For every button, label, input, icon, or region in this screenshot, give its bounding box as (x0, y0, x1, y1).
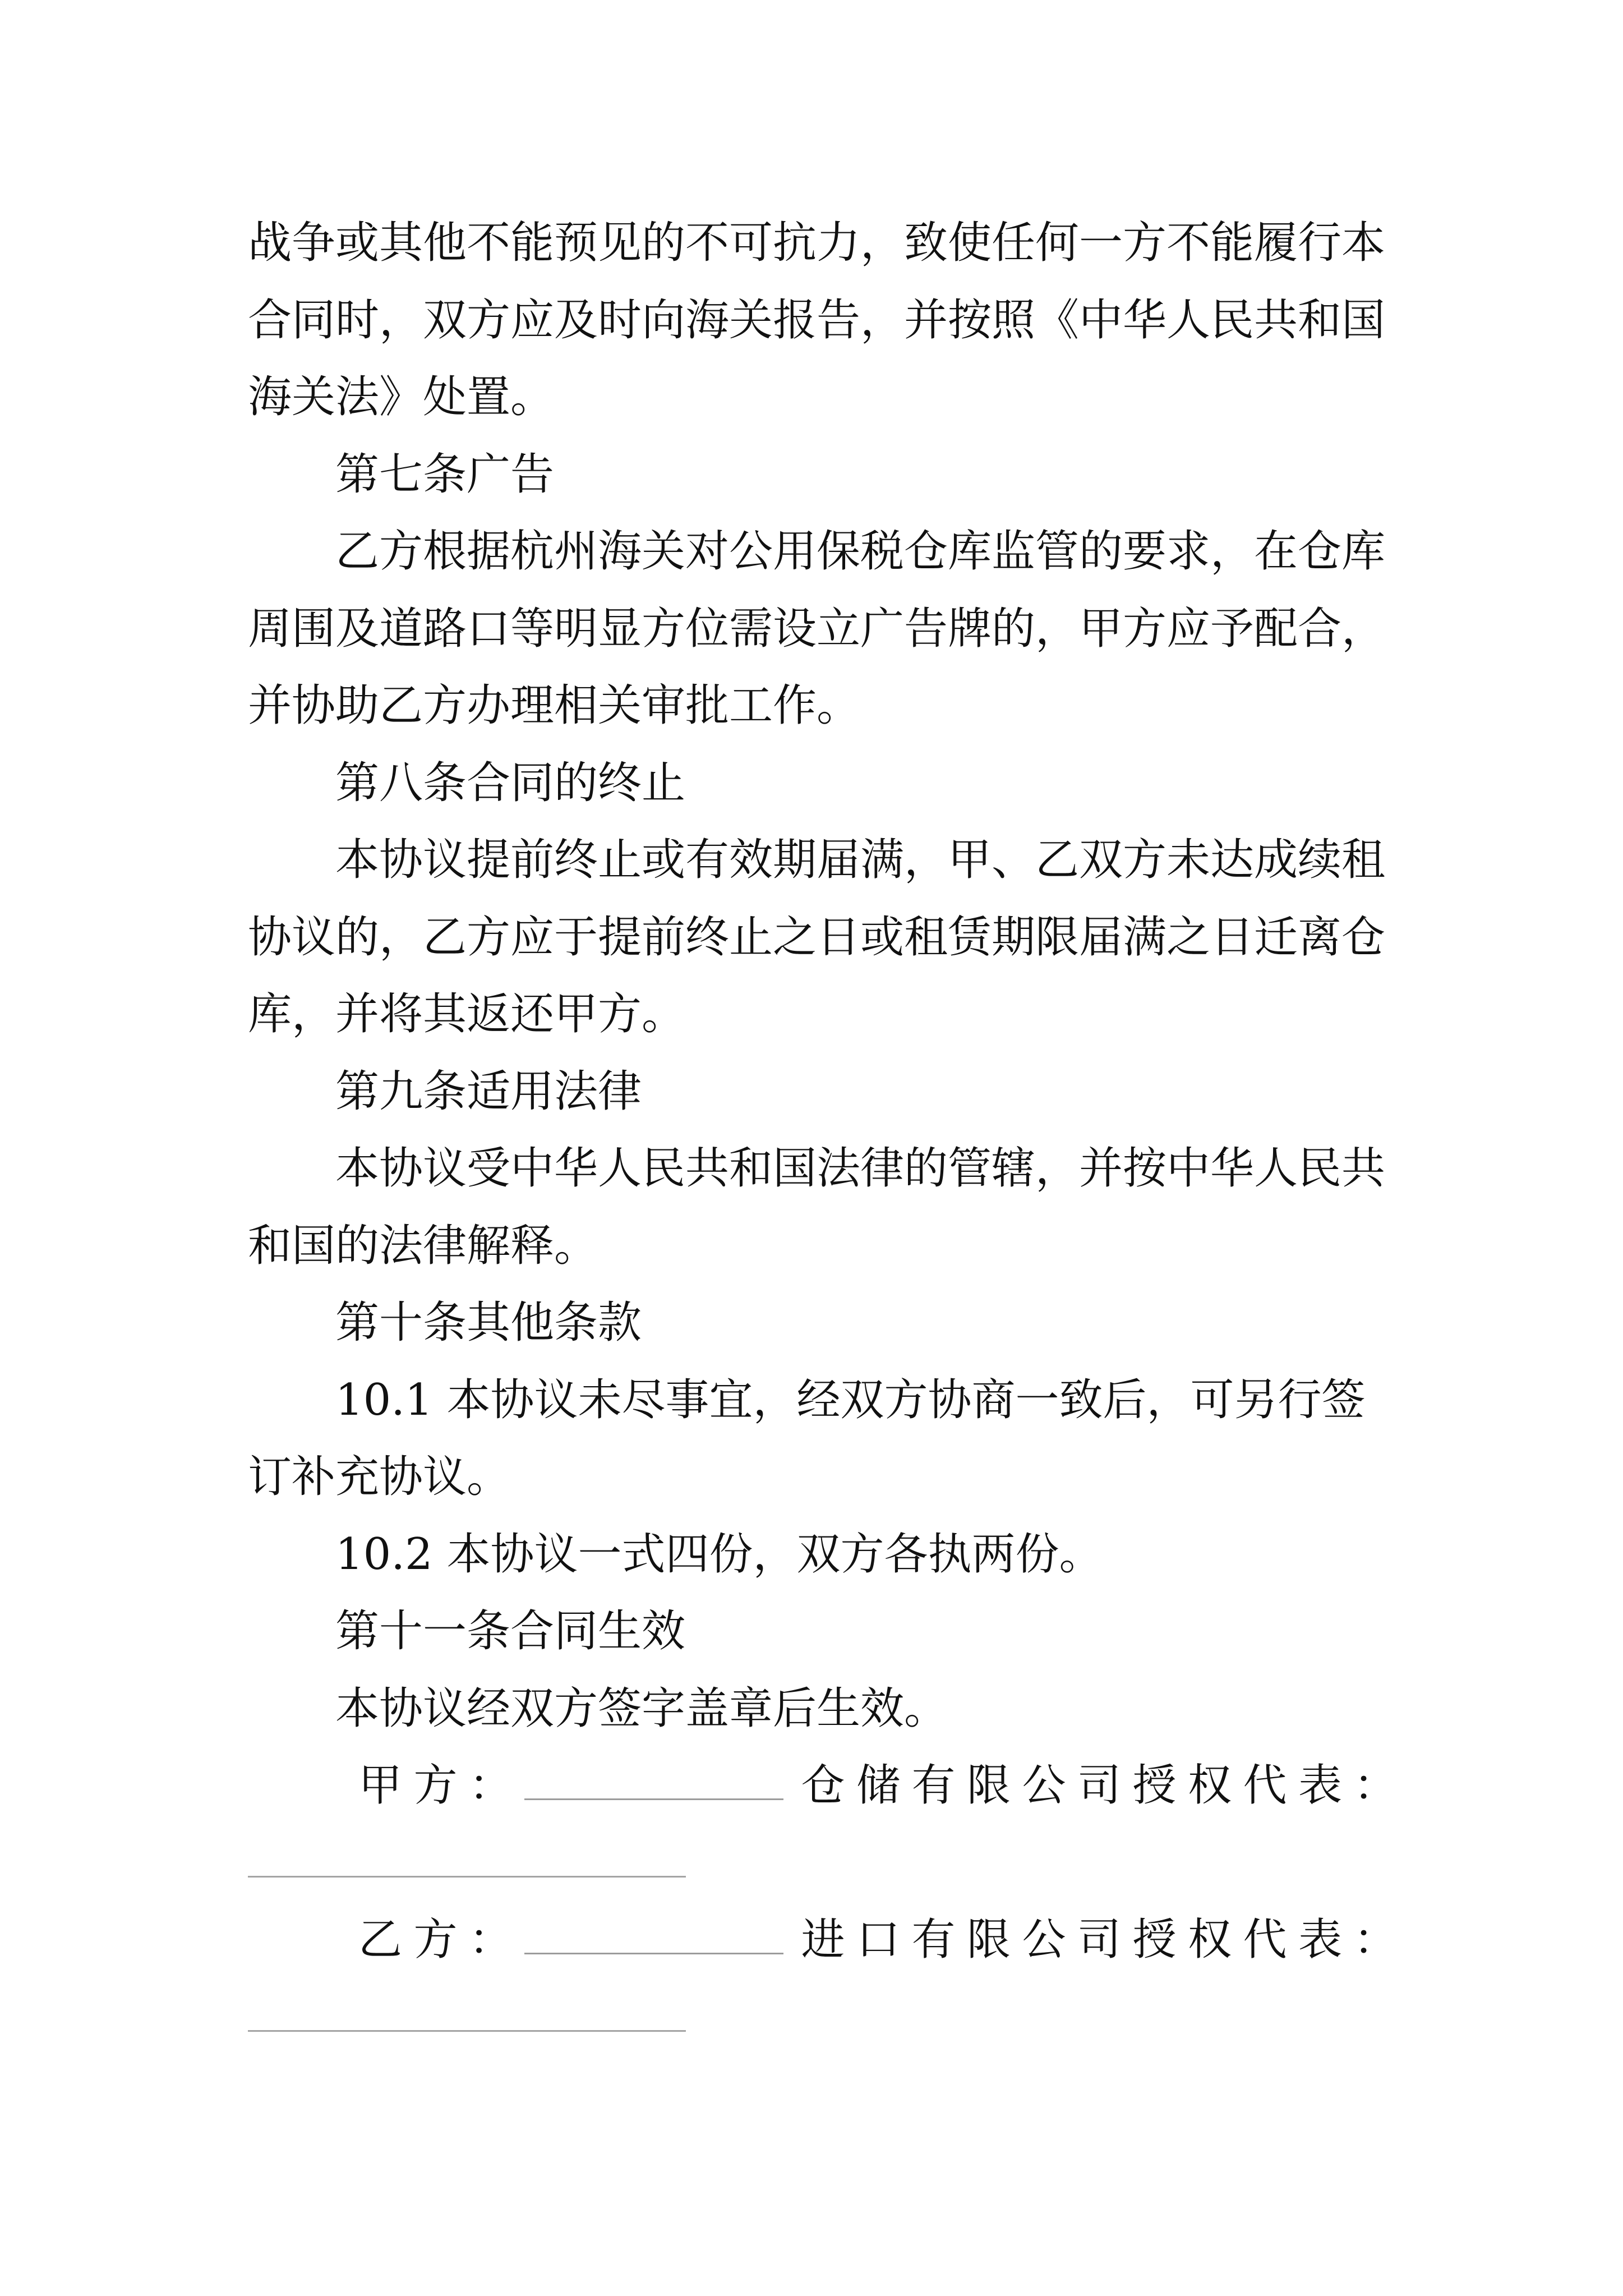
text-line: 乙方根据杭州海关对公用保税仓库监管的要求，在仓库 (335, 526, 1386, 577)
text-line: 周围及道路口等明显方位需设立广告牌的，甲方应予配合， (248, 603, 1386, 654)
text-line: 并协助乙方办理相关审批工作。 (248, 680, 861, 731)
text-line: 本协议受中华人民共和国法律的管辖，并按中华人民共 (335, 1143, 1386, 1194)
party-a-representative-line (248, 1825, 1482, 1902)
clause-10-2-text (248, 1516, 1482, 1594)
text-line: 和国的法律解释。 (248, 1220, 598, 1271)
force-majeure-clause-continuation (248, 205, 1482, 436)
article-9-heading: 第九条适用法律 (335, 1066, 642, 1117)
article-7-text (248, 513, 1482, 745)
article-11-text (248, 1671, 1482, 1748)
party-a-representative-blank (248, 1876, 686, 1878)
contract-body (248, 205, 1482, 2056)
text-line: 本协议提前终止或有效期届满，甲、乙双方未达成续租 (335, 835, 1386, 885)
party-b-name-blank (524, 1953, 783, 1954)
article-8-text (248, 822, 1482, 1053)
text-line: 协议的，乙方应于提前终止之日或租赁期限届满之日迁离仓 (248, 912, 1386, 963)
party-b-representative-title: 进口有限公司授权代表： (801, 1915, 1409, 1965)
text-line: 本协议经双方签字盖章后生效。 (335, 1683, 948, 1734)
text-line: 战争或其他不能预见的不可抗力，致使任何一方不能履行本 (248, 218, 1386, 268)
party-b-label: 乙方： (358, 1915, 524, 1965)
text-line: 库，并将其返还甲方。 (248, 989, 686, 1039)
party-b-representative-line (248, 1979, 1482, 2056)
clause-10-1-text (248, 1362, 1482, 1516)
party-a-representative-title: 仓储有限公司授权代表： (801, 1760, 1409, 1811)
party-b-representative-blank (248, 2030, 686, 2032)
article-9-text (248, 1130, 1482, 1285)
article-7-heading: 第七条广告 (335, 449, 555, 500)
party-a-signature-line (248, 1747, 1482, 1825)
signature-block (248, 1747, 1482, 2056)
party-a-name-blank (524, 1798, 783, 1800)
party-b-signature-line (248, 1902, 1482, 1979)
text-line: 合同时，双方应及时向海关报告，并按照《中华人民共和国 (248, 295, 1386, 346)
text-line: 海关法》处置。 (248, 372, 555, 422)
article-8-heading: 第八条合同的终止 (335, 757, 686, 808)
text-line: 10.1 本协议未尽事宜，经双方协商一致后，可另行签 (335, 1374, 1366, 1425)
text-line: 10.2 本协议一式四份，双方各执两份。 (335, 1529, 1103, 1580)
article-10-heading: 第十条其他条款 (335, 1297, 642, 1348)
party-a-label: 甲方： (358, 1760, 524, 1811)
article-11-heading: 第十一条合同生效 (335, 1606, 686, 1657)
text-line: 订补充协议。 (248, 1452, 511, 1502)
